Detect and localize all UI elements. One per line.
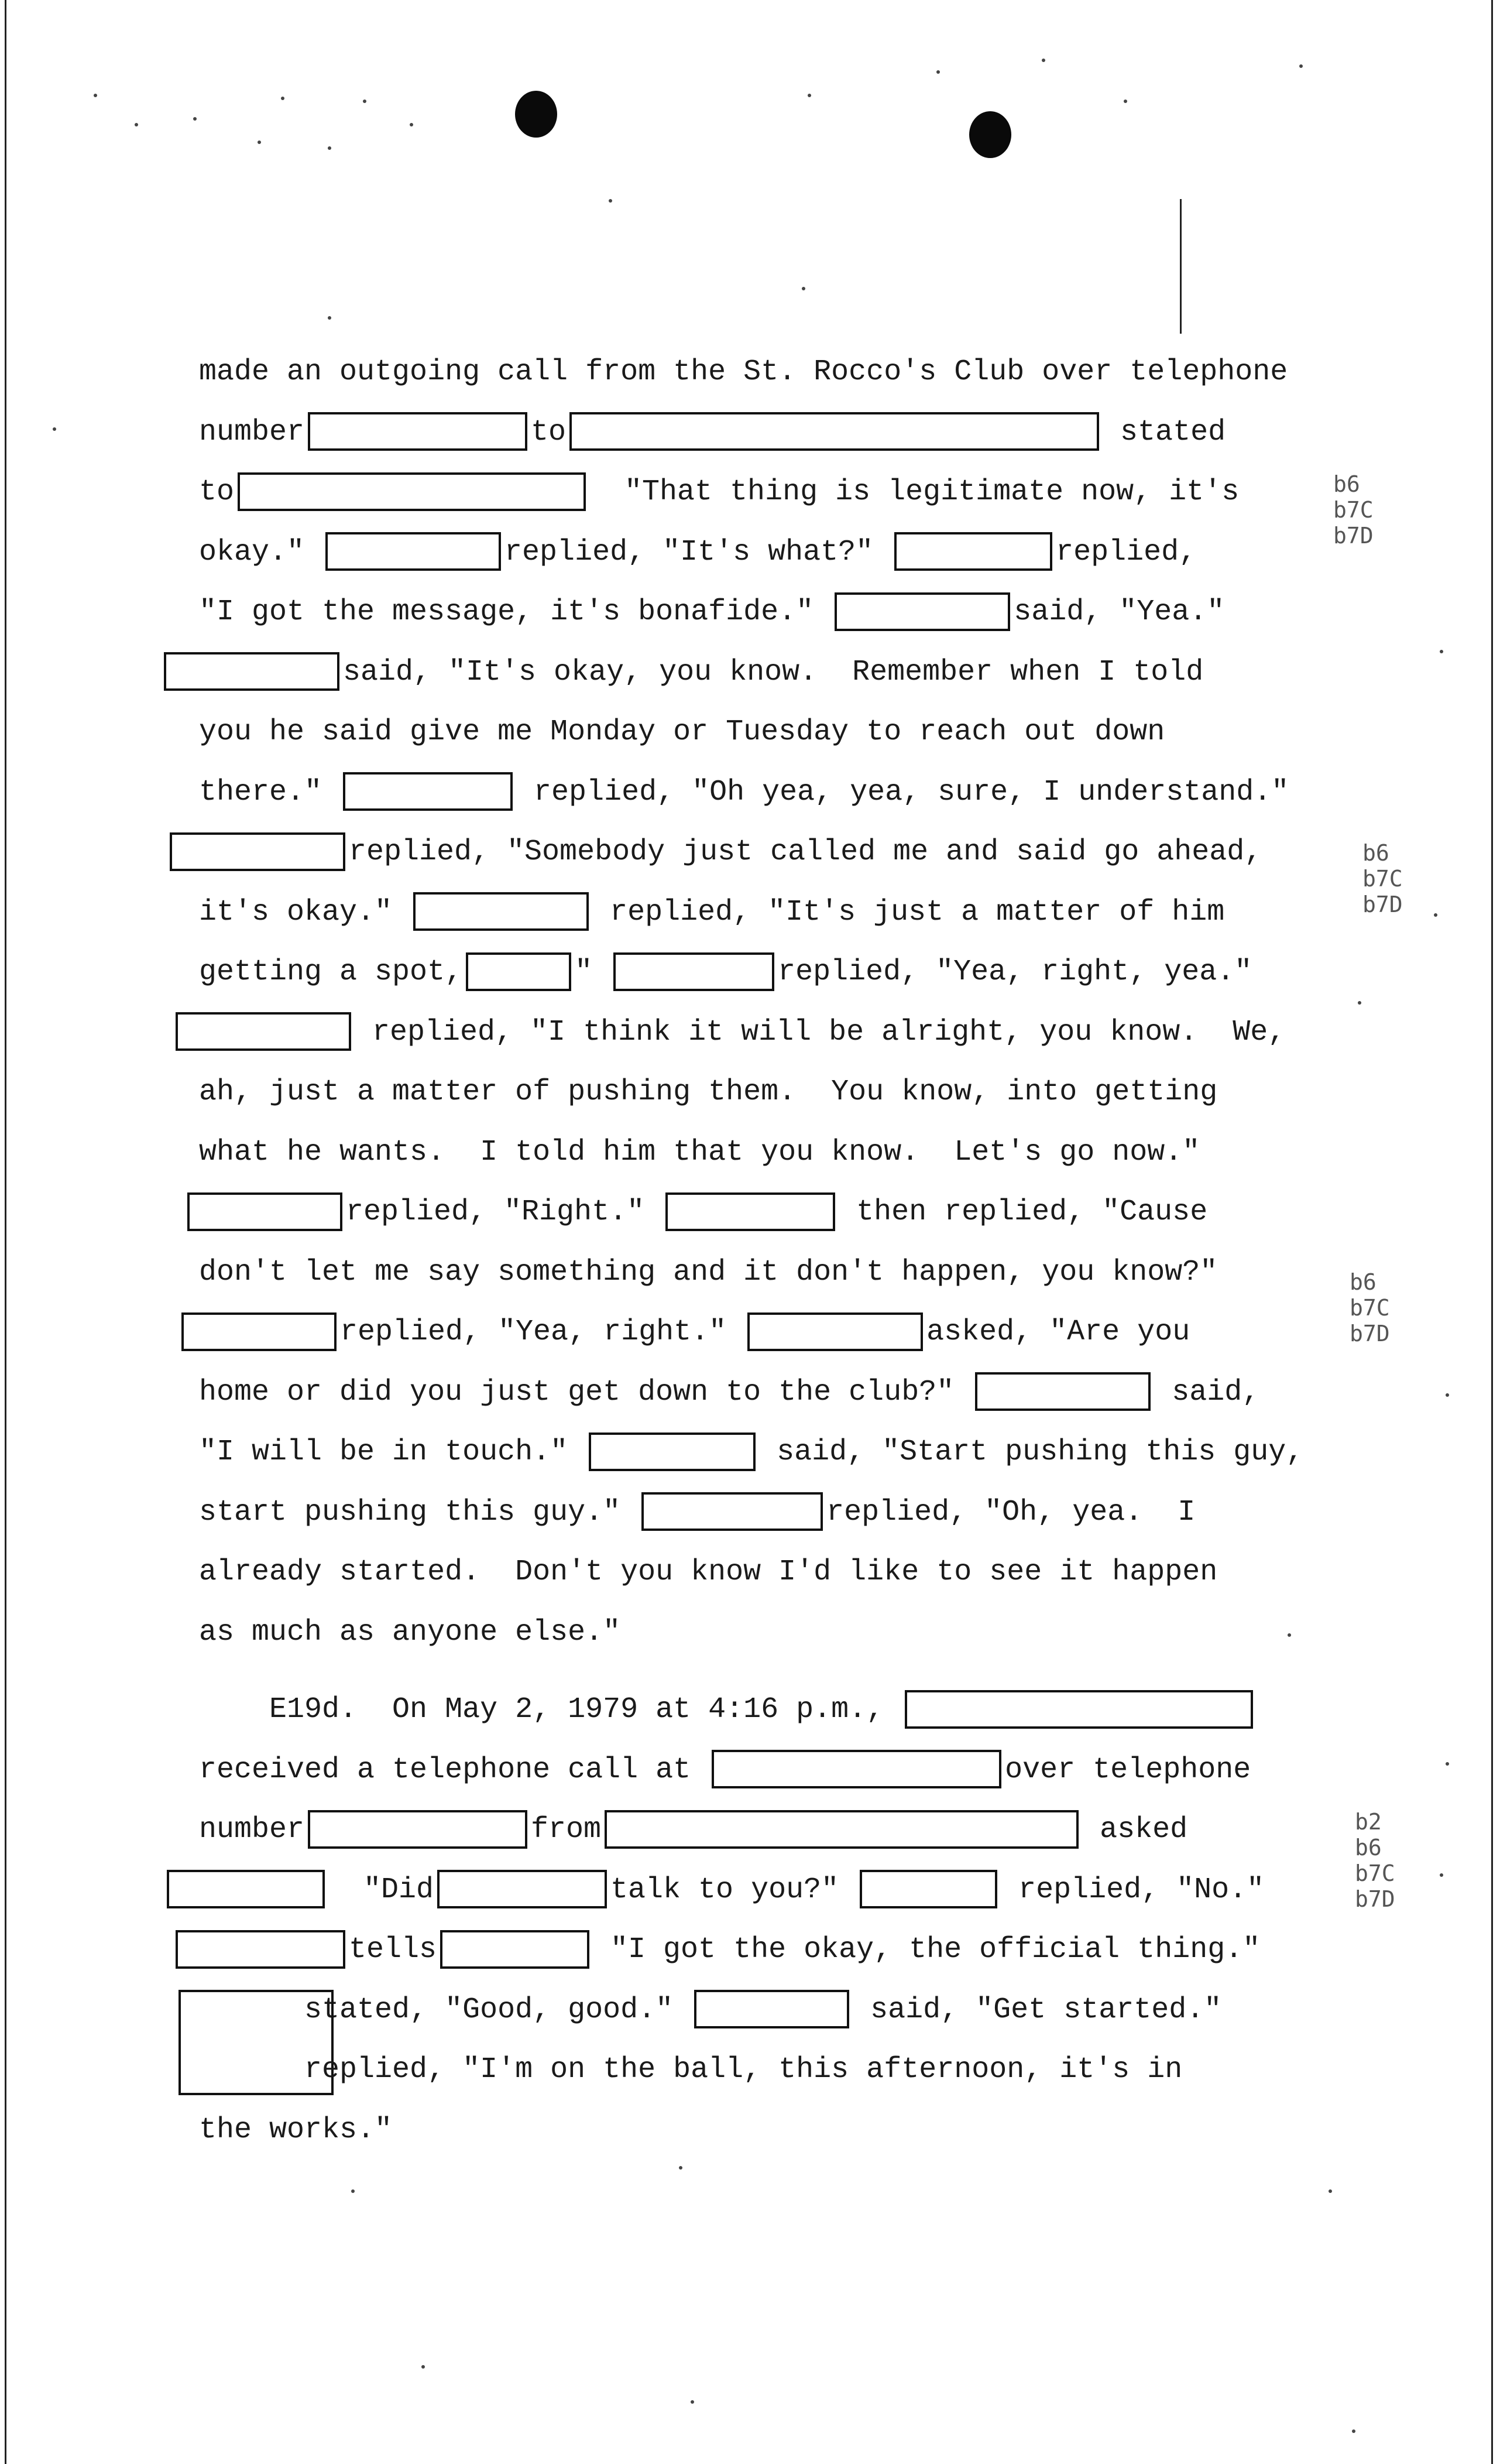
text-line <box>199 1483 1311 1543</box>
scan-speck <box>936 70 940 74</box>
text-line <box>199 2100 1311 2161</box>
text-segment: to <box>531 415 567 449</box>
redaction-box <box>835 592 1010 631</box>
text-segment: ah, just a matter of pushing them. You know, into getting <box>199 1075 1218 1109</box>
redaction-box <box>712 1750 1001 1788</box>
text-segment: said, "Start pushing this guy, <box>759 1435 1304 1469</box>
redaction-box <box>694 1990 849 2028</box>
redaction-box <box>569 412 1099 451</box>
exemption-code: b7D <box>1362 892 1403 917</box>
redaction-box <box>466 952 571 991</box>
exemption-code: b7D <box>1350 1321 1390 1346</box>
text-segment: made an outgoing call from the St. Rocco's Club over telephone <box>199 355 1288 389</box>
exemption-codes <box>1333 471 1374 549</box>
text-line <box>199 1603 1311 1663</box>
redaction-box <box>440 1930 589 1969</box>
text-segment: from <box>531 1813 602 1846</box>
scan-speck <box>1329 2189 1332 2193</box>
redaction-box <box>308 1810 527 1849</box>
text-segment: received a telephone call at <box>199 1753 709 1787</box>
text-line <box>199 1980 1311 2041</box>
scan-speck <box>1352 2429 1355 2433</box>
scan-speck <box>258 140 261 144</box>
text-line <box>199 462 1311 523</box>
scan-speck <box>1446 1393 1449 1397</box>
text-segment: as much as anyone else." <box>199 1615 621 1649</box>
text-line <box>199 1123 1311 1183</box>
text-line <box>199 2040 1311 2100</box>
exemption-code: b7C <box>1355 1860 1395 1886</box>
text-line <box>199 1800 1311 1860</box>
text-segment: there." <box>199 775 340 809</box>
text-line <box>199 1680 1311 1740</box>
scan-speck <box>808 94 811 97</box>
redaction-box <box>164 652 339 691</box>
redaction-box <box>167 1870 325 1908</box>
text-segment: over telephone <box>1005 1753 1251 1787</box>
scan-speck <box>609 199 612 203</box>
text-segment: replied, "It's just a matter of him <box>592 895 1225 929</box>
text-segment: replied, "Yea, right." <box>340 1315 744 1349</box>
redaction-box <box>176 1012 351 1051</box>
scan-speck <box>328 146 331 150</box>
text-line <box>199 1003 1311 1063</box>
text-segment: said, "Get started." <box>853 1993 1222 2027</box>
text-segment: replied, "Right." <box>346 1195 663 1229</box>
text-segment: replied, "I'm on the ball, this afternoon, it's in <box>199 2053 1183 2086</box>
text-segment: number <box>199 415 305 449</box>
scan-speck <box>281 97 284 100</box>
exemption-code: b2 <box>1355 1809 1382 1835</box>
text-line <box>199 823 1311 883</box>
text-line <box>199 342 1311 403</box>
text-segment: then replied, "Cause <box>839 1195 1208 1229</box>
redaction-box <box>589 1433 756 1471</box>
text-segment: asked, "Are you <box>926 1315 1190 1349</box>
exemption-codes <box>1355 1809 1395 1912</box>
text-segment: said, <box>1154 1375 1260 1409</box>
text-segment: stated <box>1103 415 1226 449</box>
text-segment: replied, "It's what?" <box>504 535 891 569</box>
text-segment: "I got the message, it's bonafide." <box>199 595 832 629</box>
text-segment: tells <box>349 1933 437 1966</box>
text-line <box>199 1363 1311 1423</box>
exemption-code: b6 <box>1350 1269 1377 1295</box>
text-line <box>199 1740 1311 1801</box>
scan-speck <box>1434 913 1437 917</box>
scan-speck <box>802 287 805 290</box>
redaction-box <box>176 1930 345 1969</box>
text-segment: "That thing is legitimate now, it's <box>589 475 1240 509</box>
exemption-code: b6 <box>1355 1835 1382 1860</box>
text-segment: number <box>199 1813 305 1846</box>
text-segment: okay." <box>199 535 322 569</box>
redaction-box <box>181 1312 337 1351</box>
text-line <box>199 403 1311 463</box>
text-segment: asked <box>1082 1813 1188 1846</box>
redaction-box <box>343 772 513 811</box>
text-segment: to <box>199 475 235 509</box>
text-segment: don't let me say something and it don't happen, you know?" <box>199 1255 1218 1289</box>
text-segment: what he wants. I told him that you know. Let's go now." <box>199 1135 1200 1169</box>
redaction-box <box>747 1312 923 1351</box>
paragraph-gap <box>199 1663 1311 1680</box>
text-segment: replied, "I think it will be alright, you know. We, <box>355 1015 1286 1049</box>
text-segment: getting a spot, <box>199 955 463 989</box>
text-line <box>199 943 1311 1003</box>
text-segment: E19d. On May 2, 1979 at 4:16 p.m., <box>199 1693 902 1726</box>
text-segment: start pushing this guy." <box>199 1495 639 1529</box>
text-segment: home or did you just get down to the club?" <box>199 1375 972 1409</box>
text-segment: replied, "Yea, right, yea." <box>778 955 1252 989</box>
page-edge-left <box>5 0 6 2464</box>
text-line <box>199 523 1311 583</box>
text-line <box>199 1423 1311 1483</box>
exemption-codes <box>1362 840 1403 917</box>
text-segment: you he said give me Monday or Tuesday to reach out down <box>199 715 1165 749</box>
exemption-code: b7C <box>1333 497 1374 523</box>
exemption-code: b6 <box>1362 840 1389 866</box>
redaction-box <box>613 952 774 991</box>
scan-speck <box>1299 64 1303 68</box>
punch-hole-right <box>969 111 1011 158</box>
text-line <box>199 1860 1311 1921</box>
scan-speck <box>1358 1001 1361 1005</box>
text-segment: said, "Yea." <box>1014 595 1225 629</box>
text-segment: already started. Don't you know I'd like to see it happen <box>199 1555 1218 1589</box>
text-segment: " <box>575 955 610 989</box>
scan-speck <box>410 123 413 126</box>
text-line <box>199 1183 1311 1243</box>
text-segment: "I will be in touch." <box>199 1435 586 1469</box>
redaction-box <box>605 1810 1079 1849</box>
redaction-box <box>325 532 501 571</box>
scan-speck <box>1440 650 1443 653</box>
scan-speck <box>421 2365 425 2369</box>
redaction-box <box>975 1372 1151 1411</box>
redaction-box <box>437 1870 607 1908</box>
exemption-code: b7C <box>1350 1295 1390 1321</box>
text-segment: it's okay." <box>199 895 410 929</box>
redaction-box <box>860 1870 997 1908</box>
scan-speck <box>1124 100 1127 103</box>
scan-speck <box>328 316 331 320</box>
scan-speck <box>1446 1762 1449 1766</box>
exemption-code: b7D <box>1333 523 1374 549</box>
text-segment: said, "It's okay, you know. Remember when I told <box>343 655 1204 689</box>
scan-speck <box>679 2166 682 2170</box>
redaction-box <box>641 1492 823 1531</box>
scan-speck <box>135 123 138 126</box>
text-segment: replied, "Somebody just called me and said go ahead, <box>349 835 1262 869</box>
page-edge-right <box>1491 0 1493 2464</box>
redaction-box <box>238 472 586 511</box>
text-line <box>199 1303 1311 1363</box>
scan-speck <box>1042 59 1045 62</box>
scan-speck <box>94 94 97 97</box>
margin-rule <box>1180 199 1182 334</box>
scan-speck <box>1440 1873 1443 1877</box>
exemption-codes <box>1350 1269 1390 1346</box>
text-line <box>199 1920 1311 1980</box>
exemption-code: b6 <box>1333 471 1360 497</box>
scan-speck <box>53 427 56 431</box>
redaction-box <box>894 532 1052 571</box>
scan-speck <box>1288 1633 1291 1637</box>
text-line <box>199 1243 1311 1303</box>
text-segment: "I got the okay, the official thing." <box>593 1933 1261 1966</box>
text-segment: "Did <box>328 1873 434 1907</box>
text-line <box>199 763 1311 823</box>
text-segment: replied, "No." <box>1001 1873 1265 1907</box>
text-line <box>199 1543 1311 1603</box>
text-line <box>199 1063 1311 1123</box>
redaction-box <box>413 892 589 931</box>
text-segment: replied, "Oh yea, yea, sure, I understand." <box>516 775 1289 809</box>
scan-speck <box>193 117 197 121</box>
redaction-box <box>187 1192 342 1231</box>
text-segment: talk to you?" <box>610 1873 857 1907</box>
text-line <box>199 883 1311 943</box>
text-line <box>199 643 1311 703</box>
document-body <box>199 342 1311 2160</box>
scan-speck <box>363 100 366 103</box>
text-line <box>199 582 1311 643</box>
scan-speck <box>691 2400 694 2404</box>
text-line <box>199 702 1311 763</box>
text-segment: stated, "Good, good." <box>199 1993 691 2027</box>
text-segment: the works." <box>199 2113 393 2147</box>
redaction-box <box>665 1192 835 1231</box>
redaction-box <box>905 1690 1253 1729</box>
scan-speck <box>351 2189 355 2193</box>
text-segment: replied, <box>1056 535 1197 569</box>
punch-hole-left <box>515 91 557 138</box>
redaction-box <box>170 832 345 871</box>
redaction-box <box>308 412 527 451</box>
exemption-code: b7D <box>1355 1886 1395 1912</box>
exemption-code: b7C <box>1362 866 1403 892</box>
text-segment: replied, "Oh, yea. I <box>826 1495 1196 1529</box>
